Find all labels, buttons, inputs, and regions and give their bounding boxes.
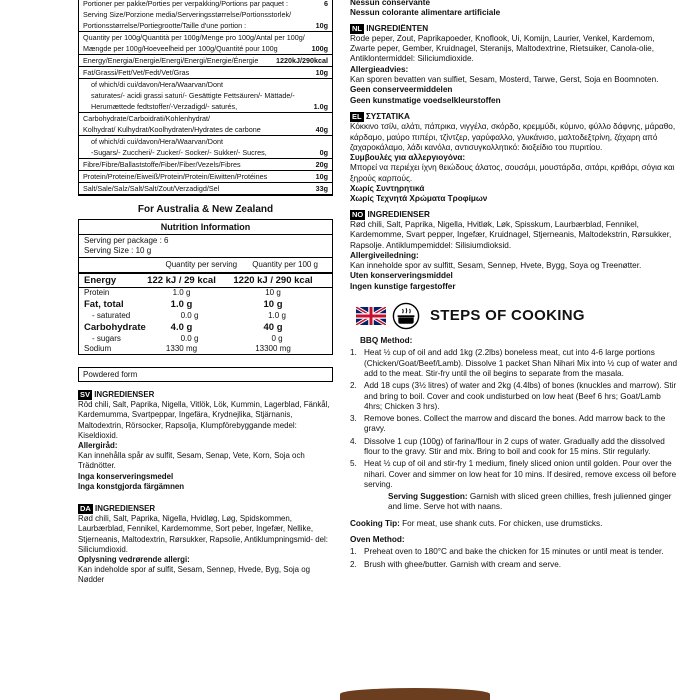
cooking-step bbox=[350, 381, 680, 412]
nutrient-name: - sugars bbox=[92, 334, 121, 343]
nutrient-per-serving: 1330 mg bbox=[165, 344, 198, 353]
step-text: Brush with ghee/butter. Garnish with cream and serve. bbox=[364, 559, 562, 569]
aus-nutrient-row bbox=[79, 298, 332, 311]
step-number: 3. bbox=[350, 414, 357, 424]
eu-row-label: Salt/Sale/Salz/Salt/Salt/Zout/Verzadigd/Sel bbox=[83, 184, 220, 193]
eu-table-row bbox=[79, 9, 332, 20]
cooking-step bbox=[350, 348, 680, 379]
serving-suggestion-text: Garnish with sliced green chillies, fresh julienned ginger and lime. Serve hot with naans. bbox=[388, 492, 672, 512]
eu-row-label: -Sugars/- Zuccheri/- Zucker/- Socker/- Sukker/- Sucres, bbox=[91, 148, 267, 157]
lang-tag-nl: NL bbox=[352, 23, 362, 33]
aus-nutrient-row bbox=[79, 321, 332, 334]
el-no-preservative: Χωρίς Συντηρητικά bbox=[350, 184, 425, 194]
cooking-step bbox=[350, 459, 680, 490]
powdered-form-note: Powdered form bbox=[78, 367, 333, 382]
aus-servings bbox=[79, 235, 332, 258]
nutrient-name: Sodium bbox=[84, 344, 112, 353]
oven-method-title: Oven Method: bbox=[350, 535, 405, 545]
eu-row-label: Fat/Grassi/Fett/Vet/Fedt/Vet/Gras bbox=[83, 68, 190, 77]
bbq-steps-list bbox=[350, 348, 680, 490]
eu-table-row bbox=[79, 124, 332, 136]
da-block bbox=[78, 504, 333, 586]
eu-table-row bbox=[79, 67, 332, 79]
step-number: 2. bbox=[350, 559, 357, 569]
eu-row-label: Herumættede fedtstoffer/-Verzadigd/- saturés, bbox=[91, 102, 238, 111]
eu-row-label: Mængde per 100g/Hoeveelheid per 100g/Quantité pour 100g bbox=[83, 44, 278, 53]
aus-rows bbox=[79, 274, 332, 354]
lang-tag-da: DA bbox=[80, 504, 91, 514]
nutrient-per-100g: 40 g bbox=[263, 322, 283, 333]
nutrient-name: - saturated bbox=[92, 311, 131, 320]
eu-table-row bbox=[79, 43, 332, 55]
eu-row-label: Kolhydrat/ Kulhydrat/Koolhydraten/Hydrates de carbone bbox=[83, 125, 261, 134]
it-no-color: Nessun colorante alimentare artificiale bbox=[350, 8, 501, 18]
da-ingredients: Rød chili, Salt, Paprika, Nigella, Hvidløg, Løg, Spidskommen, Laurbærblad, Fennikel, Kardemomme, Sort peber, Ingefær, Nellike, Stjerneanis, Maltodextrin, Rørsukker, Rapsolie, Antiklumpningsmid- del: Siliciumdioxid. bbox=[78, 514, 328, 554]
eu-row-value: 10g bbox=[315, 172, 328, 181]
nutrient-per-100g: 1.0 g bbox=[268, 311, 286, 320]
cooking-pot-icon bbox=[392, 302, 420, 330]
eu-table-row bbox=[79, 171, 332, 183]
eu-table-row bbox=[79, 32, 332, 43]
nutrient-per-100g: 10 g bbox=[263, 299, 283, 310]
dish-photo-edge bbox=[340, 688, 490, 700]
eu-row-value: 20g bbox=[315, 160, 328, 169]
col-spacer bbox=[84, 260, 159, 270]
el-ingredients: Κόκκινο τσίλι, αλάτι, πάπρικα, νιγγέλα, σκόρδο, κρεμμύδι, κύμινο, φύλλο δάφνης, μάραθο, κάρδαμο, μαύρο πιπέρι, τζίντζερ, γαρύφαλλο, γλυκάνισο, μαλτοδεξτρίνη, ζάχαρη από ζαχαροκάλαμο, λάδι κανόλα, αντισυγκολλητικό: διοξείδιο του πυριτίου. bbox=[350, 122, 676, 152]
eu-row-label: of which/di cui/davon/Hera/Waarvan/Dont bbox=[91, 80, 223, 89]
sv-block bbox=[78, 390, 333, 492]
lang-tag-el: EL bbox=[352, 111, 362, 121]
step-text: Add 18 cups (3½ litres) of water and 2kg (4.4lbs) of bones (knuckles and marrow). Stir and bring to boil. Cover and cook undisturbed on low heat (Beef 6 hrs; Goat/Lamb 4hrs; Chicken 3 hrs). bbox=[364, 381, 677, 411]
nutrient-per-100g: 13300 mg bbox=[255, 344, 291, 353]
nutrient-per-serving: 1.0 g bbox=[172, 288, 191, 297]
step-number: 2. bbox=[350, 381, 357, 391]
eu-row-label: Carbohydrate/Carboidrati/Kohlenhydrat/ bbox=[83, 114, 211, 123]
cooking-step bbox=[350, 437, 680, 458]
aus-nutrient-row bbox=[79, 334, 332, 344]
da-allergy-title: Oplysning vedrørende allergi: bbox=[78, 555, 190, 565]
da-title: INGREDIENSER bbox=[95, 504, 156, 514]
steps-header bbox=[350, 302, 680, 330]
serving-suggestion-label: Serving Suggestion: bbox=[388, 492, 468, 502]
sv-ingredients: Röd chili, Salt, Paprika, Nigella, Vitlök, Lök, Kummin, Lagerblad, Fänkål, Kardemumma, Svartpeppar, Ingefära, Krydnejlika, Stjärnanis, Maltodextrin, Rörsocker, Rapsolja, Klumpförebyggande medel: Kiseldioxid. bbox=[78, 400, 330, 440]
step-text: Remove bones. Collect the marrow and discard the bones. Add marrow back to the gravy. bbox=[364, 414, 666, 434]
el-block bbox=[350, 112, 680, 205]
cooking-step bbox=[350, 547, 680, 557]
eu-row-value: 40g bbox=[315, 125, 328, 134]
el-no-color: Χωρίς Τεχνητά Χρώματα Τροφίμων bbox=[350, 194, 488, 204]
step-text: Heat ½ cup of oil and stir-fry 1 medium, finely sliced onion until golden. Pour over the nihari. Cover and simmer on low heat for 10 mins. If desired, remove excess oil before serving. bbox=[364, 459, 677, 489]
left-column bbox=[78, 0, 333, 586]
no-ingredients: Rød chili, Salt, Paprika, Nigella, Hvitløk, Løk, Spisskum, Laurbærblad, Fennikel, Kardemomme, Svart pepper, Ingefær, Kruidnagel, Stjerneanis, Maltodekstrin, Rørsukker, Rapsolje. Antiklumpemiddel: Silisiumdioksid. bbox=[350, 219, 672, 250]
no-title: INGREDIENSER bbox=[367, 209, 430, 219]
steps-title: STEPS OF COOKING bbox=[430, 306, 585, 324]
servings-per-package: Serving per package : 6 bbox=[84, 236, 169, 245]
eu-row-label: saturates/- acidi grassi saturi/- Gesättigte Fettsäuren/- Mättade/- bbox=[91, 91, 295, 100]
eu-nutrition-table bbox=[78, 0, 333, 196]
aus-nutrition-panel bbox=[78, 219, 333, 355]
nl-block bbox=[350, 24, 680, 106]
eu-table-row bbox=[79, 136, 332, 147]
cooking-step bbox=[350, 414, 680, 435]
eu-table-row bbox=[79, 90, 332, 101]
el-title: ΣΥΣΤΑΤΙΚΑ bbox=[365, 111, 410, 121]
eu-row-label: Quantity per 100g/Quantità per 100g/Menge pro 100g/Antal per 100g/ bbox=[83, 33, 305, 42]
cooking-tip bbox=[350, 519, 680, 529]
eu-row-label: of which/di cui/davon/Hera/Waarvan/Dont bbox=[91, 137, 223, 146]
eu-row-label: Protein/Proteine/Eiweiß/Protein/Protein/Eiwitten/Protéines bbox=[83, 172, 268, 181]
step-number: 4. bbox=[350, 436, 357, 446]
eu-table-row bbox=[79, 79, 332, 90]
step-number: 1. bbox=[350, 547, 357, 557]
aus-column-headers bbox=[79, 258, 332, 274]
eu-table-row bbox=[79, 0, 332, 9]
aus-section-title: For Australia & New Zealand bbox=[137, 204, 274, 215]
aus-nutrient-row bbox=[79, 344, 332, 354]
eu-row-label: Energy/Energia/Energie/Energi/Energi/Energie/Énergie bbox=[83, 56, 259, 65]
nutrient-per-serving: 122 kJ / 29 kcal bbox=[147, 275, 216, 286]
eu-table-row bbox=[79, 55, 332, 67]
aus-nutrient-row bbox=[79, 311, 332, 321]
col-per-100g: Quantity per 100 g bbox=[252, 260, 319, 269]
sv-allergy-title: Allergiråd: bbox=[78, 441, 118, 451]
nl-title: INGREDIËNTEN bbox=[366, 23, 429, 33]
eu-row-value: 1.0g bbox=[313, 102, 328, 111]
sv-title: INGREDIENSER bbox=[94, 390, 155, 399]
nl-no-color: Geen kunstmatige voedselkleurstoffen bbox=[350, 95, 501, 105]
sv-no-preservative: Inga konserveringsmedel bbox=[78, 471, 174, 481]
aus-nutrient-row bbox=[79, 288, 332, 298]
da-allergy-text: Kan indeholde spor af sulfit, Sesam, Sennep, Hvede, Byg, Soja og Nødder bbox=[78, 565, 311, 585]
eu-row-label: Portionsstørrelse/Portiegrootte/Taille d'une portion : bbox=[83, 21, 247, 30]
aus-nutrient-row bbox=[79, 274, 332, 288]
eu-table-row bbox=[79, 20, 332, 32]
eu-row-value: 100g bbox=[311, 44, 328, 53]
step-number: 1. bbox=[350, 348, 357, 358]
nl-allergy-text: Kan sporen bevatten van sulfiet, Sesam, Mosterd, Tarwe, Gerst, Soja en Boomnoten. bbox=[350, 75, 659, 85]
eu-table-row bbox=[79, 113, 332, 124]
eu-row-value: 33g bbox=[315, 184, 328, 193]
nutrient-per-100g: 10 g bbox=[265, 288, 281, 297]
eu-row-label: Portioner per pakke/Porties per verpakking/Portions par paquet : bbox=[83, 0, 288, 8]
no-no-preservative: Uten konserveringsmiddel bbox=[350, 271, 453, 281]
bbq-method-title: BBQ Method: bbox=[360, 336, 413, 346]
no-block bbox=[350, 210, 680, 292]
right-column bbox=[350, 0, 680, 572]
no-no-color: Ingen kunstige fargestoffer bbox=[350, 281, 456, 291]
nutrient-per-serving: 0.0 g bbox=[180, 334, 199, 343]
eu-row-value: 10g bbox=[315, 21, 328, 30]
no-allergy-title: Allergiveiledning: bbox=[350, 250, 419, 260]
nutrient-name: Fat, total bbox=[84, 299, 124, 310]
step-text: Heat ½ cup of oil and add 1kg (2.2lbs) boneless meat, cut into 4-6 large portions (Chicken/Goat/Beef/Lamb). Dissolve 1 packet Shan Nihari Mix into ½ cup of water and add to the meat. Stir-fry until the oil begins to separate from the masala. bbox=[364, 348, 678, 378]
cooking-tip-label: Cooking Tip: bbox=[350, 518, 400, 528]
eu-row-value: 10g bbox=[315, 68, 328, 77]
serving-suggestion bbox=[350, 492, 680, 513]
eu-row-value: 0g bbox=[319, 148, 328, 157]
step-number: 5. bbox=[350, 459, 357, 469]
sv-allergy-text: Kan innehålla spår av sulfit, Sesam, Senap, Vete, Korn, Soja och Trädnötter. bbox=[78, 451, 305, 471]
nl-ingredients: Rode peper, Zout, Paprikapoeder, Knoflook, Ui, Komijn, Laurier, Venkel, Kardemom, Zwarte peper, Gember, Kruidnagel, Steranijs, Maltodextrine, Rietsuiker, Canola-olie, Antiklontermiddel: Siliciumdioxide. bbox=[350, 33, 655, 64]
eu-row-value: 1220kJ/290kcal bbox=[276, 56, 328, 65]
cooking-tip-text: For meat, use shank cuts. For chicken, use drumsticks. bbox=[402, 518, 603, 528]
nl-allergy-title: Allergieadvies: bbox=[350, 64, 409, 74]
eu-table-row bbox=[79, 183, 332, 195]
it-no-preservative: Nessun conservante bbox=[350, 0, 431, 7]
eu-row-value: 6 bbox=[324, 0, 328, 8]
nutrient-name: Energy bbox=[84, 275, 117, 286]
oven-steps-list bbox=[350, 547, 680, 570]
col-per-serving: Quantity per serving bbox=[165, 260, 238, 269]
step-text: Dissolve 1 cup (100g) of farina/flour in 2 cups of water. Gradually add the dissolved flour to the gravy. Stir and mix. Bring to boil and cook for 15 mins. Stir regularly. bbox=[364, 436, 665, 456]
lang-tag-sv: SV bbox=[80, 390, 91, 399]
nutrient-per-serving: 4.0 g bbox=[170, 322, 193, 333]
nutrient-name: Carbohydrate bbox=[84, 322, 146, 333]
nl-no-preservative: Geen conserveermiddelen bbox=[350, 85, 453, 95]
nutrient-per-serving: 0.0 g bbox=[180, 311, 199, 320]
aus-panel-title: Nutrition Information bbox=[79, 220, 332, 235]
eu-table-row bbox=[79, 101, 332, 113]
no-allergy-text: Kan inneholde spor av sulfitt, Sesam, Sennep, Hvete, Bygg, Soya og Treenøtter. bbox=[350, 261, 642, 271]
eu-row-label: Serving Size/Porzione media/Serveringsstørrelse/Portionsstorlek/ bbox=[83, 10, 292, 19]
eu-table-row bbox=[79, 147, 332, 159]
el-allergy-title: Συμβουλές για αλλεργιογόνα: bbox=[350, 153, 466, 163]
cooking-step bbox=[350, 560, 680, 570]
nutrient-per-100g: 1220 kJ / 290 kcal bbox=[233, 275, 313, 286]
step-text: Preheat oven to 180°C and bake the chicken for 15 minutes or until meat is tender. bbox=[364, 547, 664, 557]
serving-size: Serving Size : 10 g bbox=[84, 246, 152, 255]
sv-no-color: Inga konstgjorda färgämnen bbox=[78, 481, 185, 491]
nutrient-per-100g: 0 g bbox=[271, 334, 283, 343]
nutrient-name: Protein bbox=[84, 288, 110, 297]
eu-row-label: Fibre/Fibre/Ballaststoffe/Fiber/Fiber/Vezels/Fibres bbox=[83, 160, 241, 169]
eu-table-row bbox=[79, 159, 332, 171]
uk-flag-icon bbox=[356, 307, 386, 325]
nutrient-per-serving: 1.0 g bbox=[170, 299, 193, 310]
el-allergy-text: Μπορεί να περιέχει ίχνη θειώδους άλατος, σουσάμι, μουστάρδα, σιτάρι, κριθάρι, σόγια και ξηρούς καρπούς. bbox=[350, 163, 675, 183]
lang-tag-no: NO bbox=[352, 209, 364, 219]
